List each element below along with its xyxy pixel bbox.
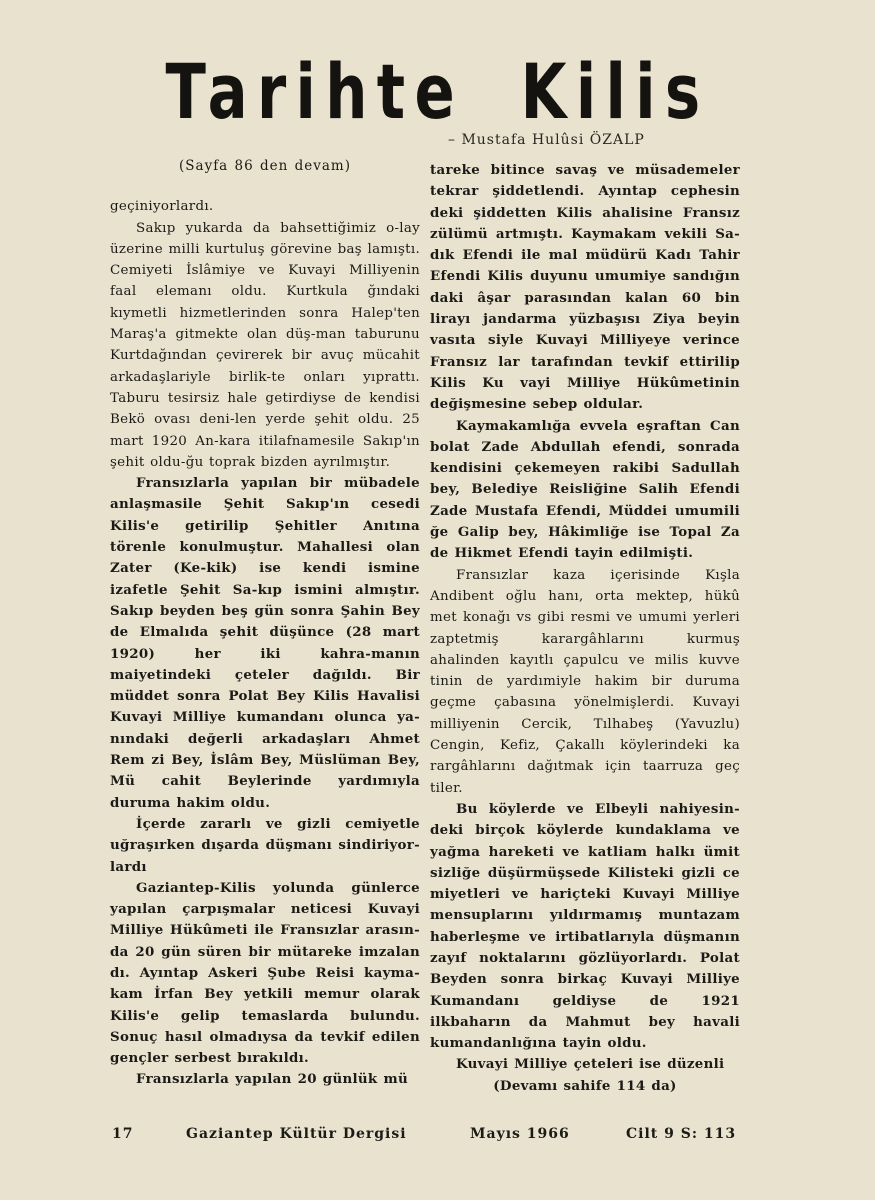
page-footer <box>0 1126 875 1150</box>
paragraph: Fransızlar kaza içerisinde Kışla Andibent oğlu hanı, orta mektep, hükû met konağı vs gibi resmi ve umumi yerleri zaptetmiş karargâhlarını kurmuş ahalinden kayıtlı çapulcu ve milis kuvve tinin de yardımiyle hakim bir duruma geçme çabasına yönelmişlerdi. Kuvayi milliyenin Cercik, Tılhabeş (Yavuzlu) Cengin, Kefiz, Çakallı köylerindeki ka rargâhlarını dağıtmak için taarruza geç tiler. <box>430 567 740 796</box>
paragraph: Kuvayi Milliye çeteleri ise düzenli <box>456 1056 725 1073</box>
left-column <box>110 152 420 1091</box>
paragraph: İçerde zararlı ve gizli cemiyetle uğraşırken dışarda düşmanı sindiriyor-lardı <box>110 815 420 875</box>
paragraph: Bu köylerde ve Elbeyli nahiyesin-deki birçok köylerde kundaklama ve yağma hareketi ve katliam halkı ümit sizliğe düşürmüşsede Kilisteki gizli ce miyetleri ve hariçteki Kuvayi Milliye mensuplarını yıldırmamış muntazam haberleşme ve irtibatlarıyla düşmanın zayıf noktalarını gözlüyorlardı. Polat Beyden sonra birkaç Kuvayi Milliye Kumandanı geldiyse de 1921 ilkbaharın da Mahmut bey havali kumandanlığına tayin oldu. <box>430 800 740 1052</box>
article-title: Tarihte Kilis <box>165 47 710 136</box>
page-number: 17 <box>112 1126 134 1142</box>
paragraph: geçiniyorlardı. <box>110 199 214 215</box>
issue-date: Mayıs 1966 <box>470 1126 570 1142</box>
author-byline: – Mustafa Hulûsi ÖZALP <box>448 132 645 148</box>
journal-name: Gaziantep Kültür Dergisi <box>186 1126 407 1142</box>
paragraph: Sakıp yukarda da bahsettiğimiz o-lay üzerine milli kurtuluş görevine baş lamıştı. Cemiyeti İslâmiye ve Kuvayi Milliyenin faal elemanı oldu. Kurtkula ğındaki kıymetli hizmetlerinden sonra Halep'ten Maraş'a gitmekte olan düş-man taburunu Kurtdağından çevirerek bir avuç mücahit arkadaşlariyle birlik-te onları yıprattı. Taburu tesirsiz hale getirdiyse de kendisi Bekö ovası deni-len yerde şehit oldu. 25 mart 1920 An-kara itilafnamesile Sakıp'ın şehit oldu-ğu toprak bizden ayrılmıştır. <box>110 220 420 470</box>
paragraph: tareke bitince savaş ve müsademeler tekrar şiddetlendi. Ayıntap cephesin deki şiddetten Kilis ahalisine Fransız zülümü artmıştı. Kaymakam vekili Sa-dık Efendi ile mal müdürü Kadı Tahir Efendi Kilis duyunu umumiye sandığın daki âşar parasından kalan 60 bin lirayı jandarma yüzbaşısı Ziya beyin vasıta siyle Kuvayi Milliyeye verince Fransız lar tarafından tevkif ettirilip Kilis Ku vayi Milliye Hükûmetinin değişmesine sebep oldular. <box>430 162 740 413</box>
volume-issue: Cilt 9 S: 113 <box>626 1126 737 1142</box>
right-column <box>430 160 740 1097</box>
continued-from-note: (Sayfa 86 den devam) <box>179 158 351 174</box>
paragraph: Fransızlarla yapılan 20 günlük mü <box>136 1071 408 1088</box>
continued-to-note: (Devamı sahife 114 da) <box>493 1077 677 1094</box>
paragraph: Kaymakamlığa evvela eşraftan Can bolat Zade Abdullah efendi, sonrada kendisini çekemeyen rakibi Sadullah bey, Belediye Reisliğine Salih Efendi Zade Mustafa Efendi, Müddei umumili ğe Galip bey, Hâkimliğe ise Topal Za de Hikmet Efendi tayin edilmişti. <box>430 417 740 562</box>
paragraph: Gaziantep-Kilis yolunda günlerce yapılan çarpışmalar neticesi Kuvayi Milliye Hükûmeti ile Fransızlar arasın-da 20 gün süren bir mütareke imzalan dı. Ayıntap Askeri Şube Reisi kayma-kam İrfan Bey yetkili memur olarak Kilis'e gelip temaslarda bulundu. Sonuç hasıl olmadıysa da tevkif edilen gençler serbest bırakıldı. <box>110 879 420 1067</box>
paragraph: Fransızlarla yapılan bir mübadele anlaşmasile Şehit Sakıp'ın cesedi Kilis'e getirilip Şehitler Anıtına törenle konulmuştur. Mahallesi olan Zater (Ke-kik) ise kendi ismine izafetle Şehit Sa-kıp ismini almıştır. Sakıp beyden beş gün sonra Şahin Bey de Elmalıda şehit düşünce (28 mart 1920) her iki kahra-manın maiyetindeki çeteler dağıldı. Bir müddet sonra Polat Bey Kilis Havalisi Kuvayi Milliye kumandanı olunca ya-nındaki değerli arkadaşları Ahmet Rem zi Bey, İslâm Bey, Müslüman Bey, Mü cahit Beylerinde yardımıyla duruma hakim oldu. <box>110 475 420 811</box>
